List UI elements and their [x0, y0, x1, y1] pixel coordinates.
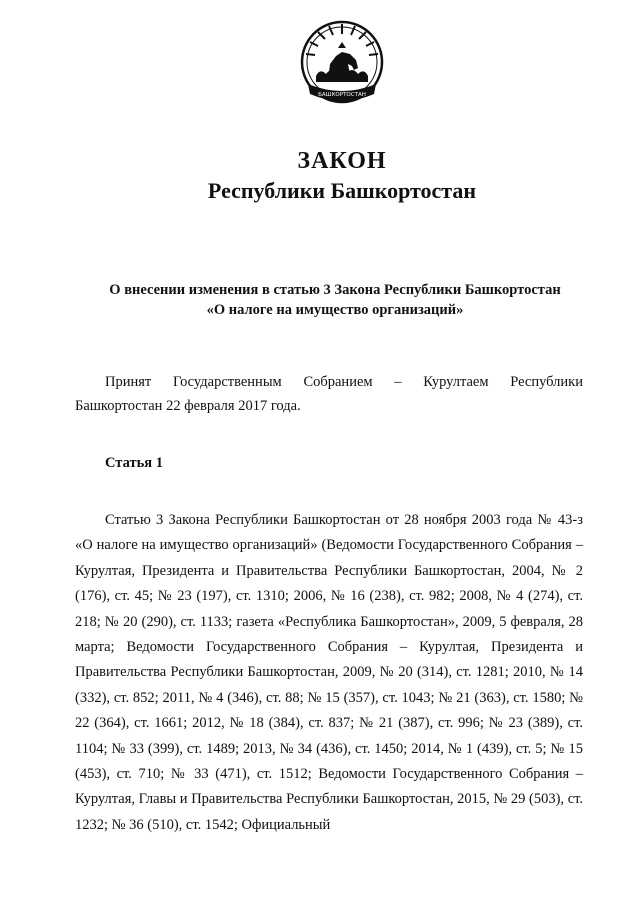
article-1-body: Статью 3 Закона Республики Башкортостан от 28 ноября 2003 года № 43-з «О налоге на имущество организаций» (Ведомости Государственного Собрания – Курултая, Президента и Правительства Республики Башкортостан, 2004, № 2 (176), ст. 45; № 23 (197), ст. 1310; 2006, № 16 (238), ст. 982; 2008, № 4 (274), ст. 218; № 20 (290), ст. 1133; газета «Республика Башкортостан», 2009, 5 февраля, 28 марта; Ведомости Государственного Собрания – Курултая, Президента и Правительства Республики Башкортостан, 2009, № 20 (314), ст. 1281; 2010, № 14 (332), ст. 852; 2011, № 4 (346), ст. 88; № 15 (357), ст. 1043; № 21 (363), ст. 1580; № 22 (364), ст. 1661; 2012, № 18 (384), ст. 837; № 21 (387), ст. 996; № 23 (389), ст. 1104; № 33 (399), ст. 1489; 2013, № 34 (436), ст. 1450; 2014, № 1 (439), ст. 5; № 15 (453), ст. 710; № 33 (471), ст. 1512; Ведомости Государственного Собрания – Курултая, Главы и Правительства Республики Башкортостан, 2015, № 29 (503), ст. 1232; № 36 (510), ст. 1542; Официальный — [75, 512, 583, 833]
emblem-ribbon-text: БАШКОРТОСТАН — [318, 92, 366, 98]
document-title: ЗАКОН — [297, 148, 387, 174]
law-name — [70, 280, 600, 320]
law-name-line-2: «О налоге на имущество организаций» — [206, 302, 464, 318]
law-name-line-1: О внесении изменения в статью 3 Закона Республики Башкортостан — [109, 282, 561, 298]
republic-of-bashkortostan-emblem-icon — [298, 18, 386, 110]
article-1-heading: Статья 1 — [105, 455, 163, 471]
adoption-statement: Принят Государственным Собранием – Курултаем Республики Башкортостан 22 февраля 2017 года. — [75, 374, 583, 414]
document-subtitle: Республики Башкортостан — [207, 178, 477, 203]
